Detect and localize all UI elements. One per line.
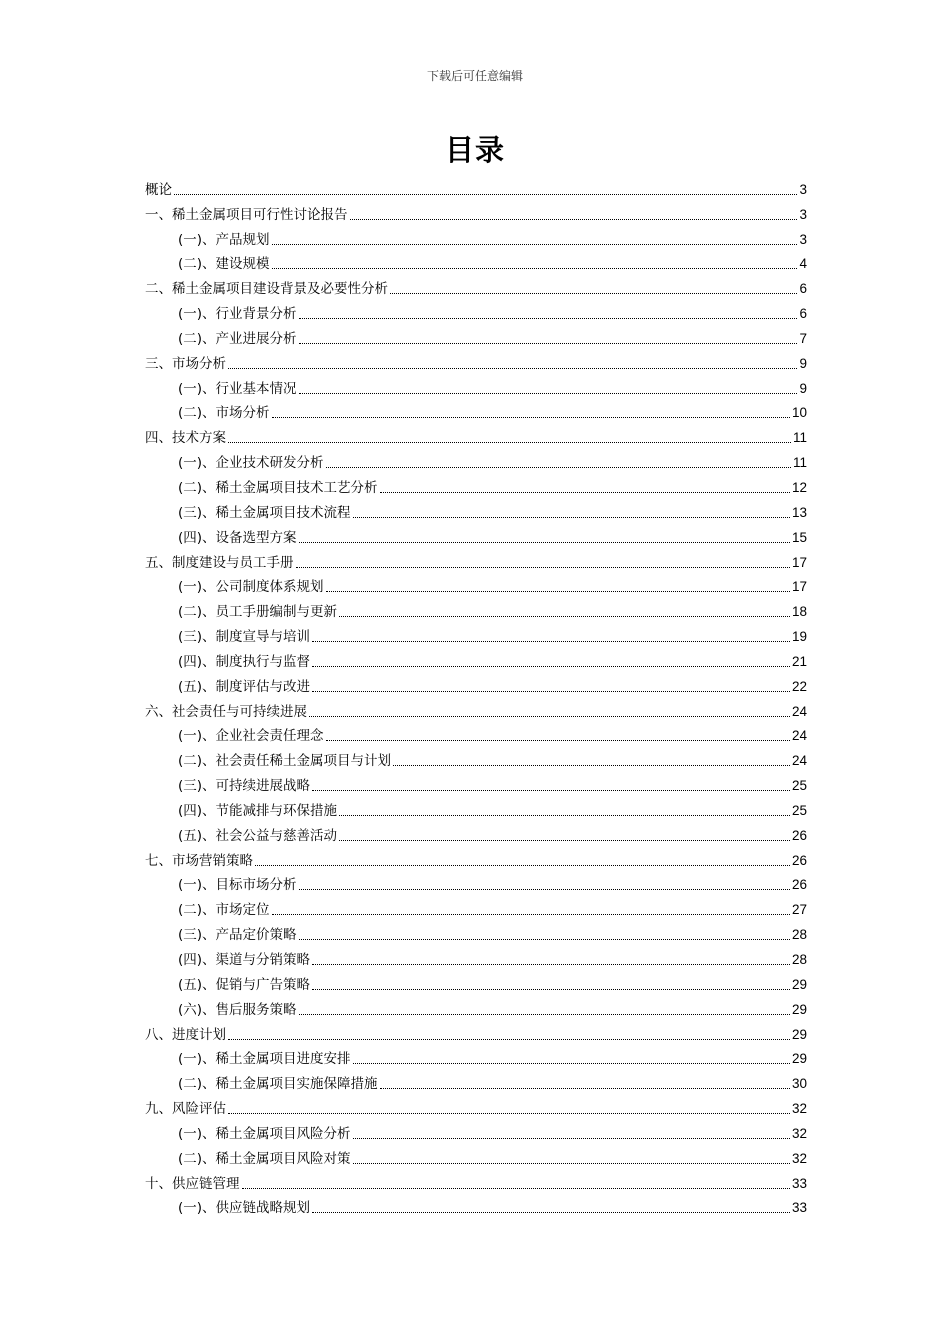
toc-entry-chapter[interactable] xyxy=(145,1169,807,1194)
toc-entry-section[interactable] xyxy=(145,771,807,796)
toc-dot-leader xyxy=(353,1138,790,1139)
toc-entry-text: (二)、市场分析 xyxy=(178,405,270,422)
toc-entry-page-number: 4 xyxy=(799,256,807,272)
toc-entry-page-number: 22 xyxy=(791,678,807,694)
toc-entry-text: (三)、可持续进展战略 xyxy=(178,778,311,795)
toc-dot-leader xyxy=(272,244,798,245)
toc-dot-leader xyxy=(326,467,791,468)
toc-entry-chapter[interactable] xyxy=(145,1020,807,1045)
toc-entry-section[interactable] xyxy=(145,399,807,424)
toc-entry-text: (三)、稀土金属项目技术流程 xyxy=(178,504,351,521)
toc-entry-text: (二)、稀土金属项目实施保障措施 xyxy=(178,1076,378,1093)
toc-entry-text: (二)、市场定位 xyxy=(178,902,270,919)
toc-entry-page-number: 13 xyxy=(791,504,807,520)
toc-entry-text: 四、技术方案 xyxy=(145,430,226,447)
toc-entry-section[interactable] xyxy=(145,1045,807,1070)
toc-entry-text: (二)、员工手册编制与更新 xyxy=(178,604,338,621)
toc-entry-text: (三)、产品定价策略 xyxy=(178,927,297,944)
toc-entry-text: 十、供应链管理 xyxy=(145,1175,240,1192)
toc-dot-leader xyxy=(339,616,790,617)
toc-entry-section[interactable] xyxy=(145,573,807,598)
toc-entry-page-number: 32 xyxy=(791,1125,807,1141)
toc-entry-page-number: 24 xyxy=(791,753,807,769)
toc-entry-section[interactable] xyxy=(145,871,807,896)
toc-entry-page-number: 19 xyxy=(791,629,807,645)
toc-entry-page-number: 6 xyxy=(799,306,807,322)
toc-entry-chapter[interactable] xyxy=(145,349,807,374)
toc-entry-text: (一)、行业基本情况 xyxy=(178,380,297,397)
toc-entry-chapter[interactable] xyxy=(145,697,807,722)
toc-dot-leader xyxy=(299,889,790,890)
toc-dot-leader xyxy=(312,666,790,667)
toc-entry-page-number: 9 xyxy=(799,355,807,371)
toc-entry-section[interactable] xyxy=(145,597,807,622)
toc-dot-leader xyxy=(299,939,790,940)
toc-entry-text: (五)、制度评估与改进 xyxy=(178,678,311,695)
toc-entry-text: (三)、制度宣导与培训 xyxy=(178,629,311,646)
toc-dot-leader xyxy=(339,815,790,816)
toc-entry-page-number: 29 xyxy=(791,976,807,992)
toc-dot-leader xyxy=(296,567,790,568)
toc-entry-page-number: 33 xyxy=(791,1175,807,1191)
toc-entry-page-number: 32 xyxy=(791,1101,807,1117)
toc-entry-chapter[interactable] xyxy=(145,274,807,299)
toc-entry-text: (六)、售后服务策略 xyxy=(178,1001,297,1018)
toc-entry-text: (一)、产品规划 xyxy=(178,231,270,248)
toc-entry-text: 七、市场营销策略 xyxy=(145,852,253,869)
toc-entry-text: 六、社会责任与可持续进展 xyxy=(145,703,307,720)
toc-entry-page-number: 3 xyxy=(799,206,807,222)
toc-entry-section[interactable] xyxy=(145,225,807,250)
toc-entry-section[interactable] xyxy=(145,746,807,771)
toc-entry-page-number: 29 xyxy=(791,1051,807,1067)
toc-entry-page-number: 25 xyxy=(791,802,807,818)
toc-dot-leader xyxy=(299,1014,790,1015)
toc-dot-leader xyxy=(242,1188,790,1189)
toc-dot-leader xyxy=(380,1088,790,1089)
toc-entry-text: (二)、稀土金属项目风险对策 xyxy=(178,1150,351,1167)
toc-dot-leader xyxy=(228,368,797,369)
toc-entry-page-number: 3 xyxy=(799,181,807,197)
toc-dot-leader xyxy=(312,989,790,990)
toc-entry-text: (五)、促销与广告策略 xyxy=(178,976,311,993)
toc-dot-leader xyxy=(228,1039,790,1040)
toc-entry-section[interactable] xyxy=(145,1119,807,1144)
toc-entry-text: (一)、供应链战略规划 xyxy=(178,1200,311,1217)
toc-entry-section[interactable] xyxy=(145,895,807,920)
toc-entry-section[interactable] xyxy=(145,523,807,548)
toc-entry-text: (四)、制度执行与监督 xyxy=(178,653,311,670)
toc-dot-leader xyxy=(228,442,791,443)
toc-entry-text: (四)、渠道与分销策略 xyxy=(178,952,311,968)
toc-entry-text: (二)、稀土金属项目技术工艺分析 xyxy=(178,479,378,496)
toc-entry-text: (一)、企业社会责任理念 xyxy=(178,728,324,745)
toc-entry-text: 三、市场分析 xyxy=(145,355,226,372)
toc-entry-page-number: 28 xyxy=(791,952,807,967)
toc-entry-page-number: 18 xyxy=(791,604,807,620)
toc-entry-page-number: 15 xyxy=(791,529,807,545)
toc-dot-leader xyxy=(228,1113,790,1114)
toc-entry-page-number: 9 xyxy=(799,380,807,396)
toc-entry-page-number: 17 xyxy=(791,579,807,595)
toc-entry-page-number: 17 xyxy=(791,554,807,570)
toc-entry-section[interactable] xyxy=(145,1069,807,1094)
toc-dot-leader xyxy=(393,765,790,766)
toc-entry-text: (一)、目标市场分析 xyxy=(178,877,297,894)
toc-entry-chapter[interactable] xyxy=(145,423,807,448)
toc-dot-leader xyxy=(353,1163,790,1164)
toc-entry-text: 九、风险评估 xyxy=(145,1101,226,1118)
toc-dot-leader xyxy=(380,492,790,493)
toc-entry-text: (二)、建设规模 xyxy=(178,256,270,273)
toc-entry-section[interactable] xyxy=(145,1194,807,1219)
toc-entry-section[interactable] xyxy=(145,796,807,821)
toc-entry-section[interactable] xyxy=(145,920,807,945)
toc-dot-leader xyxy=(350,219,798,220)
toc-entry-text: (一)、稀土金属项目风险分析 xyxy=(178,1125,351,1142)
toc-entry-text: 二、稀土金属项目建设背景及必要性分析 xyxy=(145,281,388,298)
toc-entry-page-number: 6 xyxy=(799,281,807,297)
toc-dot-leader xyxy=(299,393,798,394)
toc-dot-leader xyxy=(312,641,790,642)
toc-entry-section[interactable] xyxy=(145,821,807,846)
toc-dot-leader xyxy=(174,194,797,195)
toc-entry-section[interactable] xyxy=(145,647,807,672)
toc-dot-leader xyxy=(312,691,790,692)
toc-entry-page-number: 11 xyxy=(792,455,807,471)
toc-entry-chapter[interactable] xyxy=(145,200,807,225)
toc-entry-text: (一)、稀土金属项目进度安排 xyxy=(178,1051,351,1068)
toc-entry-page-number: 26 xyxy=(791,827,807,843)
toc-entry-text: (一)、行业背景分析 xyxy=(178,306,297,323)
toc-dot-leader xyxy=(353,1063,790,1064)
toc-entry-section[interactable] xyxy=(145,299,807,324)
toc-entry-chapter[interactable] xyxy=(145,846,807,871)
toc-entry-text: (二)、社会责任稀土金属项目与计划 xyxy=(178,753,392,770)
header-note: 下载后可任意编辑 xyxy=(426,69,523,83)
toc-entry-page-number: 21 xyxy=(791,653,807,669)
toc-entry-page-number: 25 xyxy=(791,778,807,794)
toc-dot-leader xyxy=(255,865,790,866)
toc-dot-leader xyxy=(309,716,790,717)
toc-entry-page-number: 27 xyxy=(791,902,807,918)
toc-title: 目录 xyxy=(444,133,505,167)
toc-entry-text: 概论 xyxy=(145,181,172,198)
toc-entry-chapter[interactable] xyxy=(145,548,807,573)
toc-entry-chapter[interactable] xyxy=(145,1094,807,1119)
toc-entry-page-number: 7 xyxy=(799,330,807,346)
toc-dot-leader xyxy=(339,840,790,841)
toc-entry-section[interactable] xyxy=(145,473,807,498)
toc-entry-section[interactable] xyxy=(145,448,807,473)
toc-entry-section[interactable] xyxy=(145,1144,807,1169)
toc-dot-leader xyxy=(326,740,790,741)
toc-entry-text: 五、制度建设与员工手册 xyxy=(145,554,294,571)
toc-dot-leader xyxy=(299,542,790,543)
toc-entry-section[interactable] xyxy=(145,374,807,399)
toc-entry-section[interactable] xyxy=(145,250,807,275)
toc-dot-leader xyxy=(326,591,790,592)
toc-entry-section[interactable] xyxy=(145,324,807,349)
toc-dot-leader xyxy=(272,268,798,269)
toc-entry-section[interactable] xyxy=(145,672,807,697)
toc-dot-leader xyxy=(299,318,798,319)
toc-dot-leader xyxy=(390,293,797,294)
toc-entry-text: 一、稀土金属项目可行性讨论报告 xyxy=(145,206,348,223)
toc-dot-leader xyxy=(312,1212,790,1213)
toc-entry-text: (二)、产业进展分析 xyxy=(178,330,297,347)
toc-entry-page-number: 24 xyxy=(791,728,807,744)
toc-entry-page-number: 33 xyxy=(791,1200,807,1216)
toc-entry-text: (一)、企业技术研发分析 xyxy=(178,455,324,472)
toc-entry-page-number: 29 xyxy=(791,1001,807,1017)
toc-dot-leader xyxy=(312,790,790,791)
toc-entry-page-number: 26 xyxy=(791,852,807,868)
toc-entry-page-number: 11 xyxy=(792,430,807,446)
toc-entry-text: (五)、社会公益与慈善活动 xyxy=(178,827,338,844)
toc-entry-section[interactable] xyxy=(145,970,807,995)
toc-entry-text: (四)、节能减排与环保措施 xyxy=(178,802,338,819)
toc-entry-text: (一)、公司制度体系规划 xyxy=(178,579,324,596)
toc-dot-leader xyxy=(353,517,790,518)
toc-dot-leader xyxy=(299,343,798,344)
toc-entry-section[interactable] xyxy=(145,498,807,523)
toc-entry-section[interactable] xyxy=(145,945,807,970)
toc-entry-text: 八、进度计划 xyxy=(145,1026,226,1043)
toc-dot-leader xyxy=(312,964,790,965)
toc-entry-page-number: 30 xyxy=(791,1076,807,1092)
toc-dot-leader xyxy=(272,914,790,915)
toc-entry-page-number: 12 xyxy=(791,479,807,495)
toc-entry-page-number: 28 xyxy=(791,927,807,943)
toc-entry-section[interactable] xyxy=(145,622,807,647)
toc-entry-page-number: 26 xyxy=(791,877,807,893)
toc-entry-text: (四)、设备选型方案 xyxy=(178,529,297,546)
toc-entry-page-number: 3 xyxy=(799,231,807,247)
toc-entry-section[interactable] xyxy=(145,995,807,1020)
toc-entry-page-number: 24 xyxy=(791,703,807,719)
toc-entry-page-number: 32 xyxy=(791,1150,807,1166)
toc-entry-page-number: 29 xyxy=(791,1026,807,1042)
toc-dot-leader xyxy=(272,417,790,418)
toc-entry-section[interactable] xyxy=(145,722,807,747)
toc-entry-page-number: 10 xyxy=(791,405,807,421)
toc-entry-chapter[interactable] xyxy=(145,175,807,200)
table-of-contents xyxy=(145,175,807,1218)
